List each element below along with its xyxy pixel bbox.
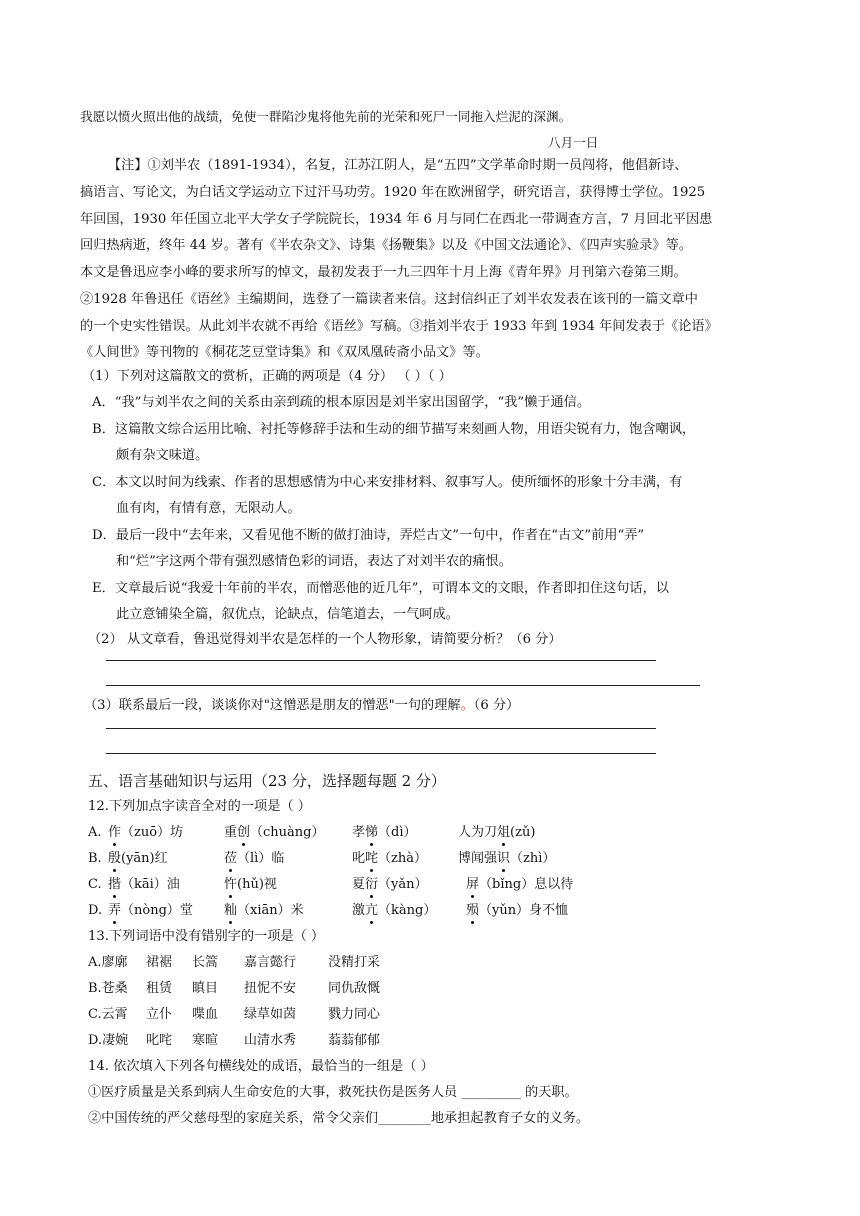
option-letter: A. [88,825,102,840]
note-line: ②1928 年鲁迅任《语丝》主编期间，选登了一篇读者来信。这封信纠正了刘半农发表在该刊的一篇文章中 [80,292,698,307]
q1-option-e-cont: 此立意铺染全篇，叙优点，论缺点，信笔道去，一气呵成。 [116,607,459,622]
q3-stem [84,697,519,715]
option-word: 蓊蓊郁郁 [328,1033,381,1048]
dotted-char: 殒 [466,903,480,918]
option-letter: D. [88,903,103,918]
answer-line[interactable] [106,728,656,729]
q1-option-a: A．“我”与刘半农之间的关系由亲到疏的根本原因是刘半家出国留学，“我”懒于通信。 [92,395,591,410]
dotted-char: 弄 [108,903,122,918]
option-word: 瞋目 [192,981,219,996]
q1-option-b: B．这篇散文综合运用比喻、衬托等修辞手法和生动的细节描写来刻画人物，用语尖锐有力，饱含嘲讽， [92,422,696,437]
note-line: 本文是鲁迅应李小峰的要求所写的悼文，最初发表于一九三四年十月上海《青年界》月刊第六卷第三期。 [80,265,687,280]
dotted-char: 识 [497,851,511,866]
option-cell: 殷(yān)红 [108,851,168,866]
dotted-char: 咤 [365,851,379,866]
note-line: 搞语言、写论文，为白话文学运动立下过汗马功劳。1920 年在欧洲留学，研究语言，获得博士学位。1925 [80,185,706,200]
option-cell: 莅（lì）临 [224,851,285,866]
option-word: 叱咤 [146,1033,173,1048]
option-cell: 激亢（kàng） [352,903,437,918]
option-cell: 夏衍（yǎn） [352,877,428,892]
option-word: D.凄婉 [88,1033,129,1048]
answer-line[interactable] [106,660,656,661]
q14-sentence: ①医疗质量是关系到病人生命安危的大事，救死扶伤是医务人员 _________ 的天职。 [88,1085,578,1100]
q13-stem: 13.下列词语中没有错别字的一项是（ ） [88,929,325,944]
option-word: 嘉言懿行 [244,955,297,970]
option-word: 山清水秀 [244,1033,297,1048]
q3-score: （6 分） [473,698,520,713]
option-word: 绿草如茵 [244,1007,297,1022]
q1-option-c-cont: 血有肉，有情有意，无限动人。 [116,501,301,516]
option-word: 寒暄 [192,1033,219,1048]
q1-option-c: C．本文以时间为线索、作者的思想感情为中心来安排材料、叙事写人。使所缅怀的形象十分丰满，有 [92,475,683,490]
q1-option-e: E．文章最后说“我爱十年前的半农，而憎恶他的近几年”，可谓本文的文眼，作者即扣住这句话，以 [92,581,669,596]
dotted-char: 作 [108,825,122,840]
option-cell: 籼（xiān）米 [224,903,304,918]
option-cell: 揩（kāi）油 [108,877,180,892]
dotted-char: 籼 [224,903,238,918]
date-line: 八月一日 [548,135,599,150]
note-line: 的一个史实性错误。从此刘半农就不再给《语丝》写稿。③指刘半农于 1933 年到 1934 年间发表于《论语》 [80,319,718,334]
option-cell: 人为刀俎(zǔ) [458,825,536,840]
answer-line[interactable] [106,685,700,686]
q14-sentence: ②中国传统的严父慈母型的家庭关系，常令父亲们________地承担起教育子女的义务。 [88,1111,590,1126]
note-line: 回归热病逝，终年 44 岁。著有《半农杂文》、诗集《扬鞭集》以及《中国文法通论》、《四声实验录》等。 [80,238,692,253]
dotted-char: 俎 [497,825,511,840]
answer-line[interactable] [106,753,656,754]
option-word: 同仇敌慨 [328,981,381,996]
note-line: 《人间世》等刊物的《桐花芝豆堂诗集》和《双凤凰砖斋小品文》等。 [80,345,489,360]
option-word: 长篙 [192,955,219,970]
intro-line: 我愿以愤火照出他的战绩，免使一群陷沙鬼将他先前的光荣和死尸一同拖入烂泥的深渊。 [80,109,572,124]
option-word: 没精打采 [328,955,381,970]
dotted-char: 揩 [108,877,122,892]
option-word: 戮力同心 [328,1007,381,1022]
dotted-char: 亢 [365,903,379,918]
option-word: 裙裾 [146,955,173,970]
option-cell: 作（zuō）坊 [108,825,184,840]
option-cell: 忤(hǔ)视 [224,877,277,892]
option-cell: 博闻强识（zhì） [458,851,556,866]
q2-stem: （2） 从文章看，鲁迅觉得刘半农是怎样的一个人物形象，请简要分析？（6 分） [88,632,562,647]
option-letter: C. [88,877,102,892]
option-cell: 殒（yǔn）身不恤 [466,903,569,918]
q1-option-b-cont: 颇有杂文味道。 [116,448,209,463]
dotted-char: 悌 [365,825,379,840]
q14-stem: 14. 依次填入下列各句横线处的成语，最恰当的一组是（ ） [88,1059,434,1074]
option-word: 喋血 [192,1007,219,1022]
q12-stem: 12.下列加点字读音全对的一项是（ ） [88,799,311,814]
dotted-char: 屏 [466,877,480,892]
dotted-char: 创 [237,825,251,840]
option-word: 立仆 [146,1007,173,1022]
option-cell: 弄（nòng）堂 [108,903,193,918]
option-word: B.苍桑 [88,981,128,996]
dotted-char: 殷 [108,851,122,866]
option-cell: 叱咤（zhà） [352,851,428,866]
note-line: 年回国，1930 年任国立北平大学女子学院院长，1934 年 6 月与同仁在西北一带调查方言，7 月回北平因患 [80,212,713,227]
dotted-char: 衍 [365,877,379,892]
option-cell: 屏（bǐng）息以待 [466,877,574,892]
option-cell: 重创（chuàng） [224,825,325,840]
q3-text: （3）联系最后一段，谈谈你对"这憎恶是朋友的憎恶"一句的理解 [84,698,461,713]
option-letter: B. [88,851,102,866]
option-cell: 孝悌（dì） [352,825,417,840]
option-word: 租赁 [146,981,173,996]
q1-stem: （1）下列对这篇散文的赏析，正确的两项是（4 分） （ ）（ ） [82,369,452,384]
dotted-char: 莅 [224,851,238,866]
option-word: A.廖廓 [88,955,128,970]
q3-mark: 。 [460,698,474,713]
note-line: 【注】①刘半农（1891-1934），名复，江苏江阴人，是“五四”文学革命时期一员闯将，他倡新诗、 [108,158,688,173]
q1-option-d-cont: 和“烂”字这两个带有强烈感情色彩的词语，表达了对刘半农的痛恨。 [116,554,512,569]
dotted-char: 忤 [224,877,238,892]
q1-option-d: D．最后一段中“去年来，又看见他不断的做打油诗，弄烂古文”一句中，作者在“古文”前用“弄” [92,528,645,543]
section-heading: 五、语言基础知识与运用（23 分，选择题每题 2 分） [88,772,446,790]
option-word: C.云霄 [88,1007,128,1022]
option-word: 扭怩不安 [244,981,297,996]
